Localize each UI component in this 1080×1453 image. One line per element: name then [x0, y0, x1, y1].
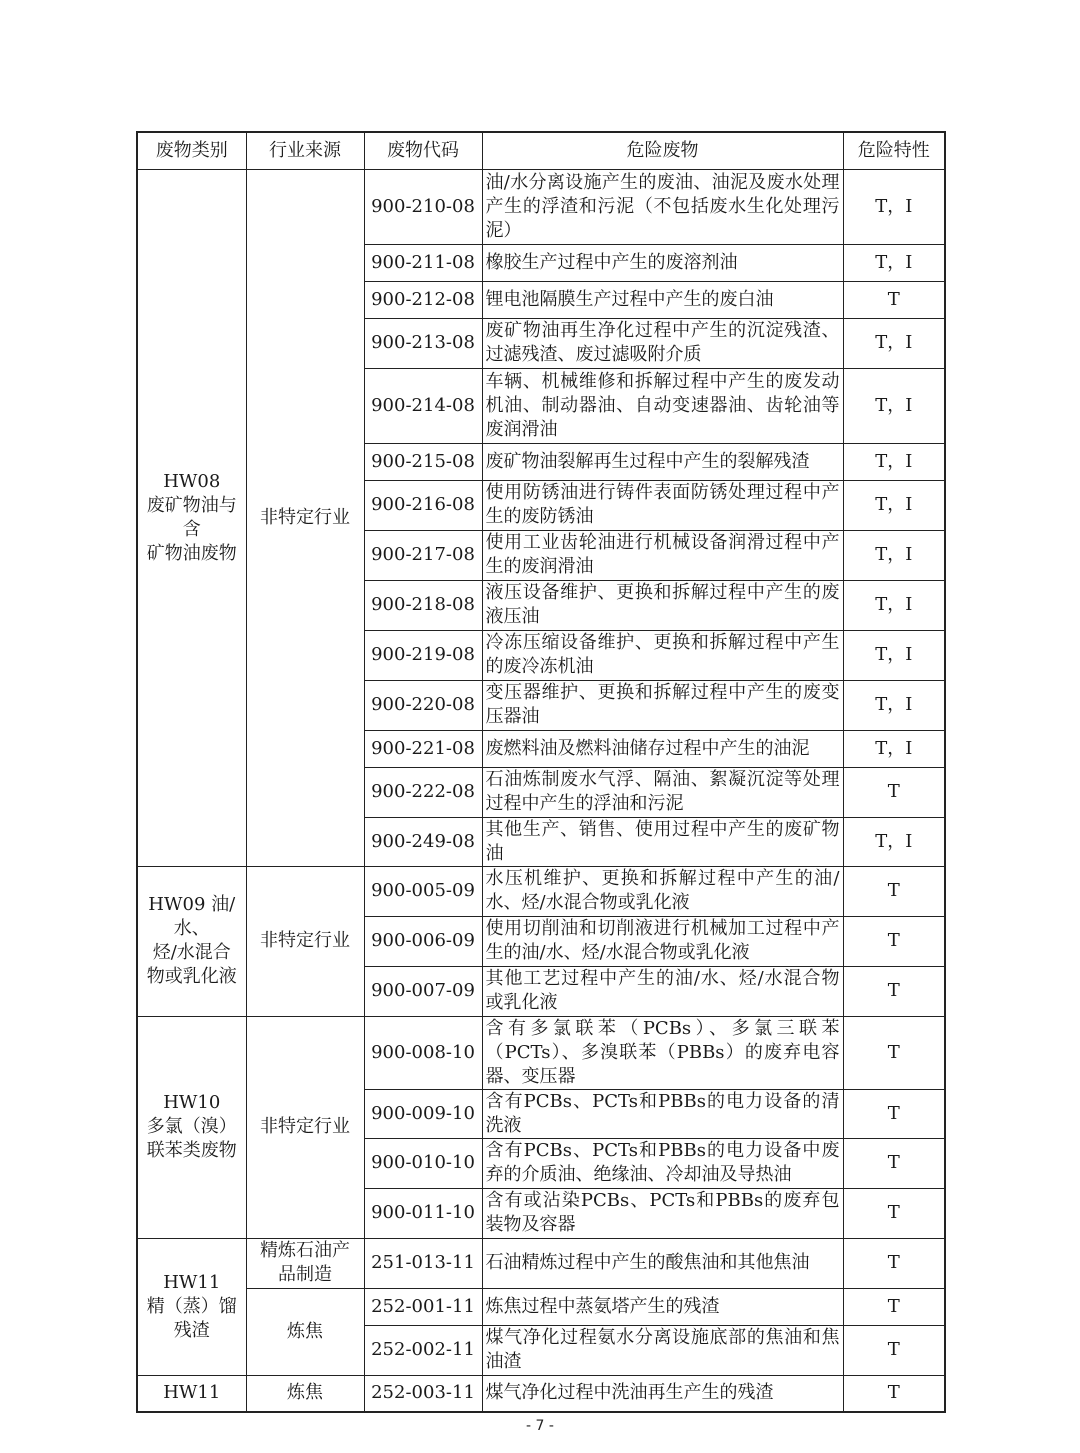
waste-category-line: 多氯（溴）	[146, 1116, 237, 1137]
hazard-property-cell: T	[843, 1138, 945, 1188]
hazard-property-cell: T	[843, 1089, 945, 1138]
waste-code-cell: 900-010-10	[364, 1138, 482, 1188]
industry-source-cell	[246, 1238, 364, 1288]
waste-category-line: 联苯类废物	[146, 1140, 237, 1161]
hazard-property-cell: T	[843, 1375, 945, 1412]
waste-description-cell: 其他生产、销售、使用过程中产生的废矿物油	[482, 817, 843, 866]
hazard-property-cell: T	[843, 866, 945, 916]
hazard-property-cell: T，I	[843, 443, 945, 480]
waste-description-cell: 含有PCBs、PCTs和PBBs的电力设备的清洗液	[482, 1089, 843, 1138]
hazard-property-cell: T，I	[843, 244, 945, 281]
hazard-property-cell: T	[843, 1238, 945, 1288]
table-row	[137, 866, 945, 916]
waste-description-cell: 使用防锈油进行铸件表面防锈处理过程中产生的废防锈油	[482, 480, 843, 530]
hazard-property-cell: T	[843, 1325, 945, 1375]
waste-description-cell: 含有或沾染PCBs、PCTs和PBBs的废弃包装物及容器	[482, 1188, 843, 1238]
waste-code-cell: 900-218-08	[364, 580, 482, 630]
hazard-property-cell: T，I	[843, 368, 945, 443]
hazard-property-cell: T	[843, 281, 945, 318]
waste-category-cell	[137, 169, 246, 866]
waste-description-cell: 废矿物油再生净化过程中产生的沉淀残渣、过滤残渣、废过滤吸附介质	[482, 318, 843, 368]
waste-category-line: HW10	[163, 1092, 221, 1113]
waste-description-cell: 废矿物油裂解再生过程中产生的裂解残渣	[482, 443, 843, 480]
waste-description-cell: 使用工业齿轮油进行机械设备润滑过程中产生的废润滑油	[482, 530, 843, 580]
waste-description-cell: 石油精炼过程中产生的酸焦油和其他焦油	[482, 1238, 843, 1288]
waste-code-cell: 900-221-08	[364, 730, 482, 767]
industry-source-line: 炼焦	[287, 1382, 323, 1404]
waste-category-cell	[137, 866, 246, 1016]
header-hazard-property: 危险特性	[843, 132, 945, 169]
hazardous-waste-table	[136, 131, 946, 1413]
header-waste-code: 废物代码	[364, 132, 482, 169]
hazard-property-cell: T	[843, 1288, 945, 1325]
industry-source-line: 炼焦	[287, 1320, 323, 1342]
waste-category-line: 物或乳化液	[146, 966, 237, 987]
waste-code-cell: 900-249-08	[364, 817, 482, 866]
hazard-property-cell: T，I	[843, 630, 945, 680]
waste-code-cell: 900-213-08	[364, 318, 482, 368]
waste-description-cell: 废燃料油及燃料油储存过程中产生的油泥	[482, 730, 843, 767]
industry-source-cell	[246, 1016, 364, 1238]
waste-category-cell	[137, 1016, 246, 1238]
waste-description-cell: 其他工艺过程中产生的油/水、烃/水混合物或乳化液	[482, 966, 843, 1016]
industry-source-line: 非特定行业	[260, 1116, 350, 1137]
hazard-property-cell: T，I	[843, 530, 945, 580]
waste-category-line: HW11	[163, 1271, 221, 1293]
waste-category-line: HW08	[163, 470, 221, 492]
waste-code-cell: 900-006-09	[364, 916, 482, 966]
waste-code-cell: 900-008-10	[364, 1016, 482, 1089]
waste-description-cell: 含有PCBs、PCTs和PBBs的电力设备中废弃的介质油、绝缘油、冷却油及导热油	[482, 1138, 843, 1188]
waste-description-cell: 变压器维护、更换和拆解过程中产生的废变压器油	[482, 680, 843, 730]
industry-source-cell	[246, 1375, 364, 1412]
hazard-property-cell: T，I	[843, 318, 945, 368]
hazard-property-cell: T	[843, 1016, 945, 1089]
waste-code-cell: 900-210-08	[364, 169, 482, 244]
industry-source-cell	[246, 1288, 364, 1375]
table-row	[137, 1288, 945, 1325]
industry-source-cell	[246, 169, 364, 866]
waste-code-cell: 900-219-08	[364, 630, 482, 680]
industry-source-line: 非特定行业	[260, 506, 350, 528]
waste-code-cell: 900-215-08	[364, 443, 482, 480]
waste-category-line: 烃/水混合	[152, 942, 231, 963]
waste-description-cell: 煤气净化过程中洗油再生产生的残渣	[482, 1375, 843, 1412]
waste-category-line: 废矿物油与含	[146, 494, 237, 540]
hazard-property-cell: T	[843, 966, 945, 1016]
waste-category-line: HW11	[163, 1382, 221, 1404]
waste-code-cell: 900-011-10	[364, 1188, 482, 1238]
header-hazardous-waste: 危险废物	[482, 132, 843, 169]
waste-code-cell: 900-214-08	[364, 368, 482, 443]
table-row	[137, 1375, 945, 1412]
waste-code-cell: 900-212-08	[364, 281, 482, 318]
waste-description-cell: 使用切削油和切削液进行机械加工过程中产生的油/水、烃/水混合物或乳化液	[482, 916, 843, 966]
table-row	[137, 1016, 945, 1089]
waste-code-cell: 900-222-08	[364, 767, 482, 817]
waste-code-cell: 252-003-11	[364, 1375, 482, 1412]
waste-code-cell: 252-001-11	[364, 1288, 482, 1325]
waste-description-cell: 油/水分离设施产生的废油、油泥及废水处理产生的浮渣和污泥（不包括废水生化处理污泥）	[482, 169, 843, 244]
industry-source-line: 品制造	[278, 1264, 332, 1285]
header-category: 废物类别	[137, 132, 246, 169]
hazard-property-cell: T	[843, 1188, 945, 1238]
waste-description-cell: 液压设备维护、更换和拆解过程中产生的废液压油	[482, 580, 843, 630]
industry-source-line: 非特定行业	[260, 930, 350, 951]
table-body	[137, 169, 945, 1412]
table-row	[137, 1238, 945, 1288]
hazard-property-cell: T	[843, 767, 945, 817]
waste-category-cell	[137, 1238, 246, 1375]
waste-description-cell: 炼焦过程中蒸氨塔产生的残渣	[482, 1288, 843, 1325]
industry-source-cell	[246, 866, 364, 1016]
waste-description-cell: 橡胶生产过程中产生的废溶剂油	[482, 244, 843, 281]
hazard-property-cell: T，I	[843, 169, 945, 244]
page-number: - 7 -	[526, 1418, 554, 1434]
waste-code-cell: 900-009-10	[364, 1089, 482, 1138]
hazard-property-cell: T	[843, 916, 945, 966]
waste-description-cell: 锂电池隔膜生产过程中产生的废白油	[482, 281, 843, 318]
hazard-property-cell: T，I	[843, 580, 945, 630]
hazard-property-cell: T，I	[843, 680, 945, 730]
waste-code-cell: 251-013-11	[364, 1238, 482, 1288]
waste-category-cell	[137, 1375, 246, 1412]
waste-description-cell: 车辆、机械维修和拆解过程中产生的废发动机油、制动器油、自动变速器油、齿轮油等废润滑油	[482, 368, 843, 443]
waste-code-cell: 900-211-08	[364, 244, 482, 281]
hazard-property-cell: T，I	[843, 480, 945, 530]
waste-category-line: 精（蒸）馏	[146, 1295, 237, 1317]
waste-category-line: 残渣	[173, 1319, 210, 1341]
waste-category-line: HW09 油/水、	[148, 894, 236, 939]
hazard-property-cell: T，I	[843, 730, 945, 767]
waste-code-cell: 900-005-09	[364, 866, 482, 916]
industry-source-line: 精炼石油产	[260, 1240, 350, 1261]
header-industry-source: 行业来源	[246, 132, 364, 169]
waste-code-cell: 900-216-08	[364, 480, 482, 530]
waste-code-cell: 900-007-09	[364, 966, 482, 1016]
waste-description-cell: 石油炼制废水气浮、隔油、絮凝沉淀等处理过程中产生的浮油和污泥	[482, 767, 843, 817]
table-row	[137, 169, 945, 244]
table-header-row	[137, 132, 945, 169]
waste-description-cell: 含有多氯联苯（PCBs）、多氯三联苯（PCTs）、多溴联苯（PBBs）的废弃电容器、变压器	[482, 1016, 843, 1089]
hazard-property-cell: T，I	[843, 817, 945, 866]
waste-category-line: 矿物油废物	[146, 542, 237, 564]
waste-description-cell: 水压机维护、更换和拆解过程中产生的油/水、烃/水混合物或乳化液	[482, 866, 843, 916]
waste-description-cell: 冷冻压缩设备维护、更换和拆解过程中产生的废冷冻机油	[482, 630, 843, 680]
waste-code-cell: 252-002-11	[364, 1325, 482, 1375]
waste-code-cell: 900-220-08	[364, 680, 482, 730]
waste-code-cell: 900-217-08	[364, 530, 482, 580]
waste-description-cell: 煤气净化过程氨水分离设施底部的焦油和焦油渣	[482, 1325, 843, 1375]
